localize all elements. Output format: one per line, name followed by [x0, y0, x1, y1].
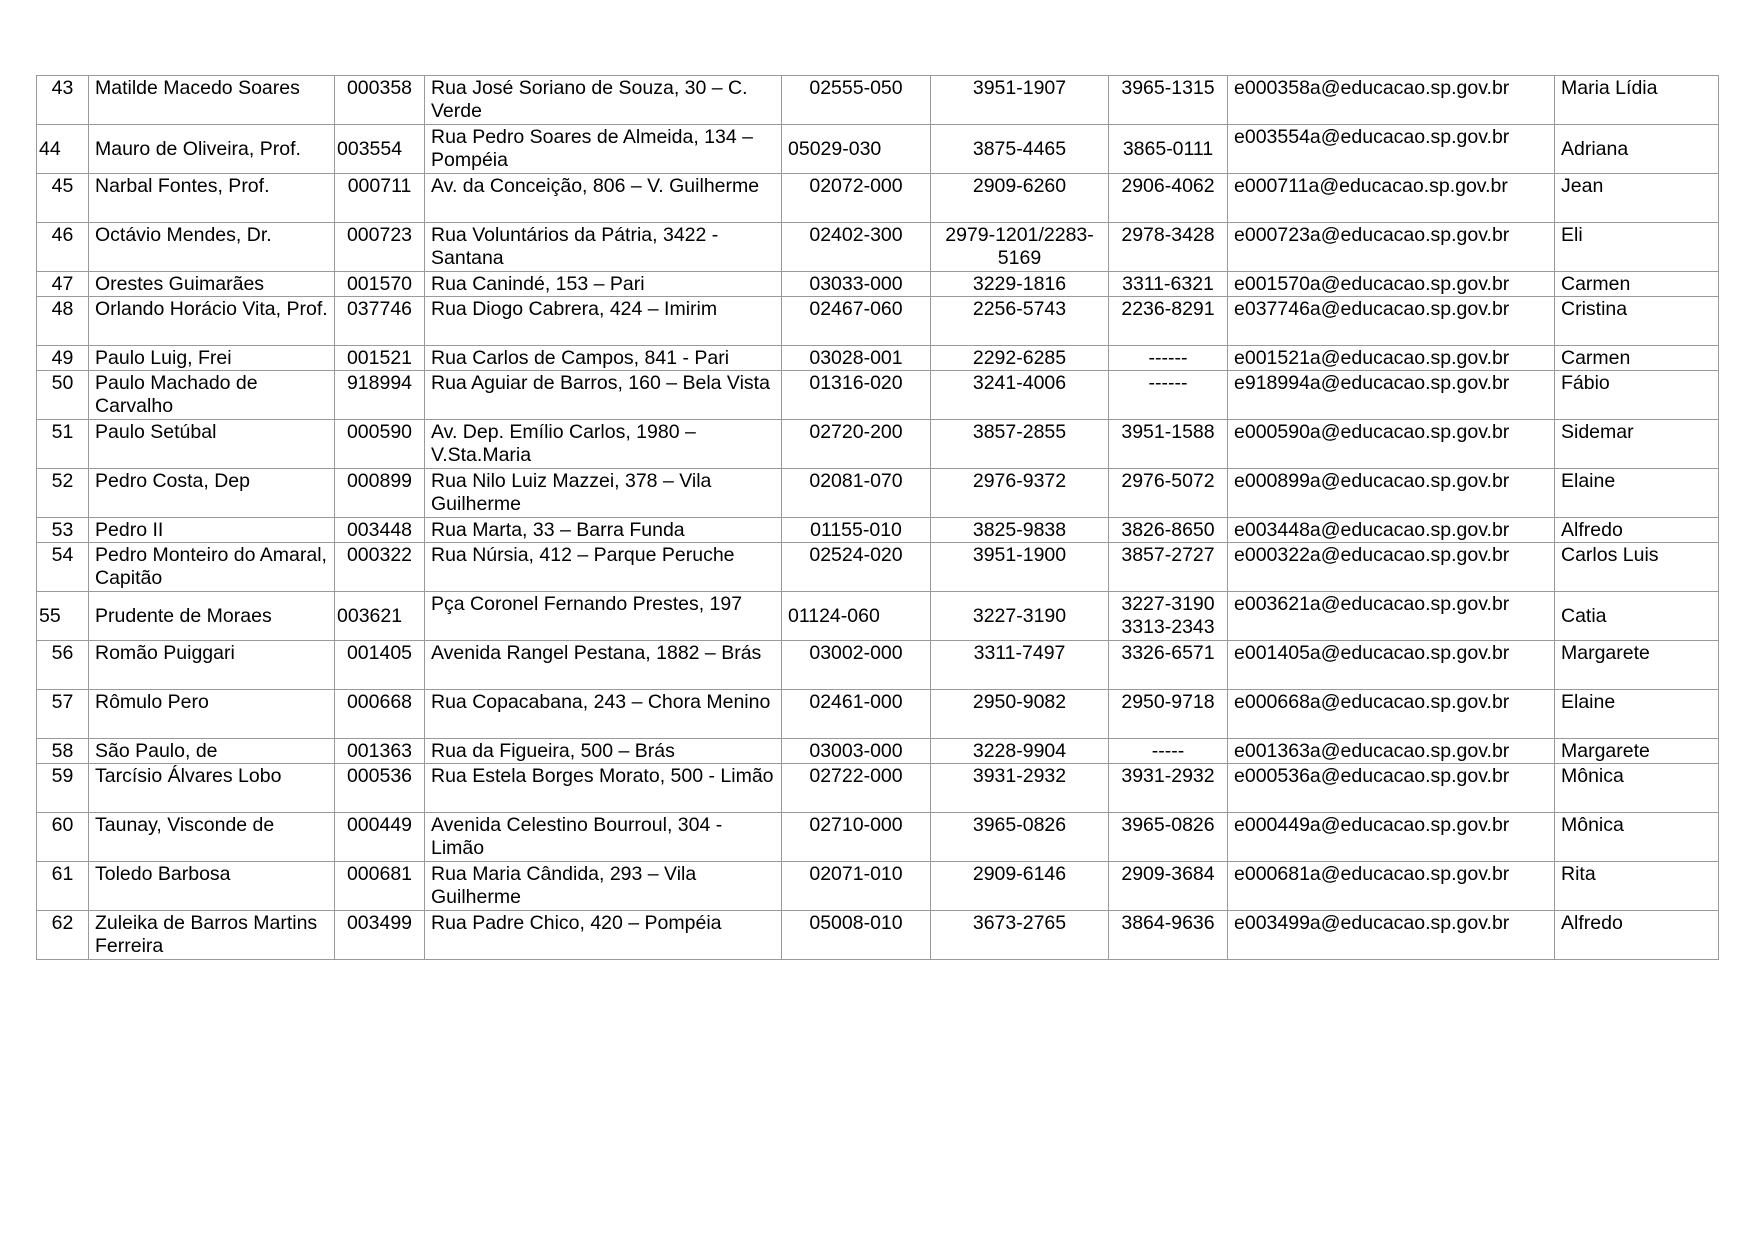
contact-cell: Sidemar: [1555, 420, 1719, 469]
contact-cell: Cristina: [1555, 297, 1719, 346]
cep-cell: 02402-300: [782, 223, 931, 272]
school-name-cell: Prudente de Moraes: [89, 592, 335, 641]
email-cell: [1228, 76, 1555, 125]
email-cell: [1228, 223, 1555, 272]
school-name-cell: Octávio Mendes, Dr.: [89, 223, 335, 272]
email-cell: [1228, 469, 1555, 518]
school-name-cell: Narbal Fontes, Prof.: [89, 174, 335, 223]
table-row: [37, 862, 1719, 911]
contact-cell: Margarete: [1555, 739, 1719, 764]
school-code-cell: 003499: [335, 911, 425, 960]
table-row: [37, 739, 1719, 764]
fax-cell: 2976-5072: [1109, 469, 1228, 518]
contact-cell: Mônica: [1555, 764, 1719, 813]
email-cell: [1228, 911, 1555, 960]
school-code-cell: 001363: [335, 739, 425, 764]
school-code-cell: 000590: [335, 420, 425, 469]
school-name-cell: São Paulo, de: [89, 739, 335, 764]
fax-cell: 3326-6571: [1109, 641, 1228, 690]
address-cell: Rua Maria Cândida, 293 – Vila Guilherme: [425, 862, 782, 911]
phone-cell: 3311-7497: [931, 641, 1109, 690]
phone-cell: 2976-9372: [931, 469, 1109, 518]
cep-cell: 03002-000: [782, 641, 931, 690]
email-link[interactable]: e001570a@educacao.sp.gov.br: [1234, 273, 1510, 295]
table-row: [37, 174, 1719, 223]
email-cell: [1228, 813, 1555, 862]
contact-cell: Jean: [1555, 174, 1719, 223]
phone-cell: 2909-6146: [931, 862, 1109, 911]
school-number-cell: 49: [37, 346, 89, 371]
school-code-cell: 003448: [335, 518, 425, 543]
address-cell: Rua Estela Borges Morato, 500 - Limão: [425, 764, 782, 813]
email-cell: [1228, 739, 1555, 764]
table-row: [37, 371, 1719, 420]
school-code-cell: 001521: [335, 346, 425, 371]
email-link[interactable]: e000449a@educacao.sp.gov.br: [1234, 814, 1510, 836]
cep-cell: 02720-200: [782, 420, 931, 469]
school-name-cell: Pedro II: [89, 518, 335, 543]
email-link[interactable]: e000536a@educacao.sp.gov.br: [1234, 765, 1510, 787]
address-cell: Rua Carlos de Campos, 841 - Pari: [425, 346, 782, 371]
email-link[interactable]: e000899a@educacao.sp.gov.br: [1234, 470, 1510, 492]
school-name-cell: Paulo Setúbal: [89, 420, 335, 469]
cep-cell: 01155-010: [782, 518, 931, 543]
school-number-cell: 43: [37, 76, 89, 125]
fax-cell: 2236-8291: [1109, 297, 1228, 346]
email-cell: [1228, 518, 1555, 543]
email-cell: [1228, 125, 1555, 174]
fax-cell: 2909-3684: [1109, 862, 1228, 911]
address-cell: Rua da Figueira, 500 – Brás: [425, 739, 782, 764]
address-cell: Avenida Rangel Pestana, 1882 – Brás: [425, 641, 782, 690]
fax-cell: 3965-0826: [1109, 813, 1228, 862]
phone-cell: 3241-4006: [931, 371, 1109, 420]
fax-cell: 3857-2727: [1109, 543, 1228, 592]
school-name-cell: Orestes Guimarães: [89, 272, 335, 297]
table-row: [37, 543, 1719, 592]
phone-cell: 2292-6285: [931, 346, 1109, 371]
address-cell: Rua Nilo Luiz Mazzei, 378 – Vila Guilherme: [425, 469, 782, 518]
address-cell: Avenida Celestino Bourroul, 304 - Limão: [425, 813, 782, 862]
address-cell: Rua Diogo Cabrera, 424 – Imirim: [425, 297, 782, 346]
cep-cell: 02524-020: [782, 543, 931, 592]
school-code-cell: 000322: [335, 543, 425, 592]
email-cell: [1228, 592, 1555, 641]
email-link[interactable]: e001363a@educacao.sp.gov.br: [1234, 740, 1510, 762]
email-link[interactable]: e001521a@educacao.sp.gov.br: [1234, 347, 1510, 369]
email-cell: [1228, 174, 1555, 223]
address-cell: Rua Núrsia, 412 – Parque Peruche: [425, 543, 782, 592]
fax-cell: 2978-3428: [1109, 223, 1228, 272]
cep-cell: 02071-010: [782, 862, 931, 911]
cep-cell: 03028-001: [782, 346, 931, 371]
school-code-cell: 000449: [335, 813, 425, 862]
email-link[interactable]: e000681a@educacao.sp.gov.br: [1234, 863, 1510, 885]
school-name-cell: Romão Puiggari: [89, 641, 335, 690]
school-name-cell: Orlando Horácio Vita, Prof.: [89, 297, 335, 346]
address-cell: Rua Voluntários da Pátria, 3422 - Santana: [425, 223, 782, 272]
contact-cell: Carmen: [1555, 272, 1719, 297]
school-number-cell: 61: [37, 862, 89, 911]
email-link[interactable]: e003499a@educacao.sp.gov.br: [1234, 912, 1510, 934]
table-row: [37, 76, 1719, 125]
cep-cell: 02072-000: [782, 174, 931, 223]
email-link[interactable]: e037746a@educacao.sp.gov.br: [1234, 298, 1510, 320]
email-link[interactable]: e000590a@educacao.sp.gov.br: [1234, 421, 1510, 443]
school-number-cell: 60: [37, 813, 89, 862]
contact-cell: Elaine: [1555, 469, 1719, 518]
email-link[interactable]: e003621a@educacao.sp.gov.br: [1234, 593, 1510, 615]
contact-cell: Carlos Luis: [1555, 543, 1719, 592]
address-cell: Pça Coronel Fernando Prestes, 197: [425, 592, 782, 641]
address-cell: Rua Canindé, 153 – Pari: [425, 272, 782, 297]
fax-cell: 3951-1588: [1109, 420, 1228, 469]
email-cell: [1228, 297, 1555, 346]
email-link[interactable]: e000668a@educacao.sp.gov.br: [1234, 691, 1510, 713]
email-link[interactable]: e000322a@educacao.sp.gov.br: [1234, 544, 1510, 566]
fax-cell: 2906-4062: [1109, 174, 1228, 223]
phone-cell: 3965-0826: [931, 813, 1109, 862]
school-number-cell: 48: [37, 297, 89, 346]
email-cell: [1228, 764, 1555, 813]
cep-cell: 02461-000: [782, 690, 931, 739]
cep-cell: 05008-010: [782, 911, 931, 960]
fax-cell: 3965-1315: [1109, 76, 1228, 125]
address-cell: Av. da Conceição, 806 – V. Guilherme: [425, 174, 782, 223]
phone-cell: 3228-9904: [931, 739, 1109, 764]
school-name-cell: Toledo Barbosa: [89, 862, 335, 911]
table-row: [37, 764, 1719, 813]
cep-cell: 03033-000: [782, 272, 931, 297]
school-number-cell: 44: [37, 125, 89, 174]
cep-cell: 01316-020: [782, 371, 931, 420]
email-cell: [1228, 420, 1555, 469]
address-cell: Rua Copacabana, 243 – Chora Menino: [425, 690, 782, 739]
school-number-cell: 52: [37, 469, 89, 518]
table-row: [37, 223, 1719, 272]
table-row: [37, 911, 1719, 960]
email-cell: [1228, 862, 1555, 911]
contact-cell: Adriana: [1555, 125, 1719, 174]
email-link[interactable]: e003448a@educacao.sp.gov.br: [1234, 519, 1510, 541]
contact-cell: Fábio: [1555, 371, 1719, 420]
fax-cell: 3227-3190 3313-2343: [1109, 592, 1228, 641]
school-number-cell: 55: [37, 592, 89, 641]
fax-cell: ------: [1109, 346, 1228, 371]
contact-cell: Rita: [1555, 862, 1719, 911]
fax-cell: 2950-9718: [1109, 690, 1228, 739]
school-name-cell: Taunay, Visconde de: [89, 813, 335, 862]
contact-cell: Maria Lídia: [1555, 76, 1719, 125]
email-link[interactable]: e000723a@educacao.sp.gov.br: [1234, 224, 1510, 246]
school-number-cell: 45: [37, 174, 89, 223]
school-code-cell: 003621: [335, 592, 425, 641]
school-number-cell: 50: [37, 371, 89, 420]
table-row: [37, 346, 1719, 371]
table-row: [37, 813, 1719, 862]
table-row: [37, 272, 1719, 297]
schools-table: [36, 75, 1719, 960]
school-code-cell: 003554: [335, 125, 425, 174]
fax-cell: ------: [1109, 371, 1228, 420]
email-cell: [1228, 641, 1555, 690]
email-cell: [1228, 371, 1555, 420]
phone-cell: 3951-1900: [931, 543, 1109, 592]
table-row: [37, 297, 1719, 346]
school-number-cell: 46: [37, 223, 89, 272]
address-cell: Av. Dep. Emílio Carlos, 1980 – V.Sta.Maria: [425, 420, 782, 469]
phone-cell: 2950-9082: [931, 690, 1109, 739]
school-number-cell: 54: [37, 543, 89, 592]
email-link[interactable]: e000711a@educacao.sp.gov.br: [1234, 175, 1508, 197]
school-name-cell: Zuleika de Barros Martins Ferreira: [89, 911, 335, 960]
school-number-cell: 56: [37, 641, 89, 690]
email-cell: [1228, 272, 1555, 297]
school-number-cell: 58: [37, 739, 89, 764]
school-name-cell: Mauro de Oliveira, Prof.: [89, 125, 335, 174]
school-number-cell: 53: [37, 518, 89, 543]
contact-cell: Margarete: [1555, 641, 1719, 690]
school-code-cell: 000711: [335, 174, 425, 223]
table-row: [37, 641, 1719, 690]
contact-cell: Carmen: [1555, 346, 1719, 371]
table-row: [37, 469, 1719, 518]
school-code-cell: 000358: [335, 76, 425, 125]
cep-cell: 05029-030: [782, 125, 931, 174]
school-number-cell: 57: [37, 690, 89, 739]
school-name-cell: Pedro Costa, Dep: [89, 469, 335, 518]
school-name-cell: Matilde Macedo Soares: [89, 76, 335, 125]
school-code-cell: 000899: [335, 469, 425, 518]
school-code-cell: 918994: [335, 371, 425, 420]
address-cell: Rua José Soriano de Souza, 30 – C. Verde: [425, 76, 782, 125]
school-code-cell: 000681: [335, 862, 425, 911]
phone-cell: 3875-4465: [931, 125, 1109, 174]
phone-cell: 3227-3190: [931, 592, 1109, 641]
fax-cell: 3865-0111: [1109, 125, 1228, 174]
school-name-cell: Pedro Monteiro do Amaral, Capitão: [89, 543, 335, 592]
cep-cell: 01124-060: [782, 592, 931, 641]
phone-cell: 3931-2932: [931, 764, 1109, 813]
school-code-cell: 000668: [335, 690, 425, 739]
phone-cell: 2256-5743: [931, 297, 1109, 346]
phone-cell: 2979-1201/2283-5169: [931, 223, 1109, 272]
school-code-cell: 037746: [335, 297, 425, 346]
contact-cell: Elaine: [1555, 690, 1719, 739]
school-code-cell: 000536: [335, 764, 425, 813]
table-row: [37, 420, 1719, 469]
email-cell: [1228, 543, 1555, 592]
phone-cell: 3673-2765: [931, 911, 1109, 960]
cep-cell: 02722-000: [782, 764, 931, 813]
school-name-cell: Paulo Machado de Carvalho: [89, 371, 335, 420]
table-row: [37, 592, 1719, 641]
phone-cell: 3229-1816: [931, 272, 1109, 297]
school-name-cell: Tarcísio Álvares Lobo: [89, 764, 335, 813]
contact-cell: Alfredo: [1555, 911, 1719, 960]
address-cell: Rua Padre Chico, 420 – Pompéia: [425, 911, 782, 960]
fax-cell: 3311-6321: [1109, 272, 1228, 297]
contact-cell: Eli: [1555, 223, 1719, 272]
email-link[interactable]: e001405a@educacao.sp.gov.br: [1234, 642, 1510, 664]
address-cell: Rua Pedro Soares de Almeida, 134 – Pompéia: [425, 125, 782, 174]
school-code-cell: 001570: [335, 272, 425, 297]
table-row: [37, 125, 1719, 174]
email-link[interactable]: e918994a@educacao.sp.gov.br: [1234, 372, 1510, 394]
school-name-cell: Rômulo Pero: [89, 690, 335, 739]
contact-cell: Mônica: [1555, 813, 1719, 862]
school-number-cell: 62: [37, 911, 89, 960]
email-link[interactable]: e000358a@educacao.sp.gov.br: [1234, 77, 1510, 99]
school-code-cell: 000723: [335, 223, 425, 272]
address-cell: Rua Aguiar de Barros, 160 – Bela Vista: [425, 371, 782, 420]
table-row: [37, 518, 1719, 543]
phone-cell: 3857-2855: [931, 420, 1109, 469]
cep-cell: 02710-000: [782, 813, 931, 862]
school-number-cell: 59: [37, 764, 89, 813]
school-number-cell: 47: [37, 272, 89, 297]
school-number-cell: 51: [37, 420, 89, 469]
table-row: [37, 690, 1719, 739]
cep-cell: 02555-050: [782, 76, 931, 125]
phone-cell: 2909-6260: [931, 174, 1109, 223]
address-cell: Rua Marta, 33 – Barra Funda: [425, 518, 782, 543]
fax-cell: -----: [1109, 739, 1228, 764]
contact-cell: Catia: [1555, 592, 1719, 641]
fax-cell: 3826-8650: [1109, 518, 1228, 543]
email-cell: [1228, 690, 1555, 739]
cep-cell: 03003-000: [782, 739, 931, 764]
cep-cell: 02081-070: [782, 469, 931, 518]
school-code-cell: 001405: [335, 641, 425, 690]
phone-cell: 3825-9838: [931, 518, 1109, 543]
fax-cell: 3864-9636: [1109, 911, 1228, 960]
contact-cell: Alfredo: [1555, 518, 1719, 543]
fax-cell: 3931-2932: [1109, 764, 1228, 813]
table-body: [37, 76, 1719, 960]
school-name-cell: Paulo Luig, Frei: [89, 346, 335, 371]
cep-cell: 02467-060: [782, 297, 931, 346]
email-link[interactable]: e003554a@educacao.sp.gov.br: [1234, 126, 1510, 148]
phone-cell: 3951-1907: [931, 76, 1109, 125]
email-cell: [1228, 346, 1555, 371]
